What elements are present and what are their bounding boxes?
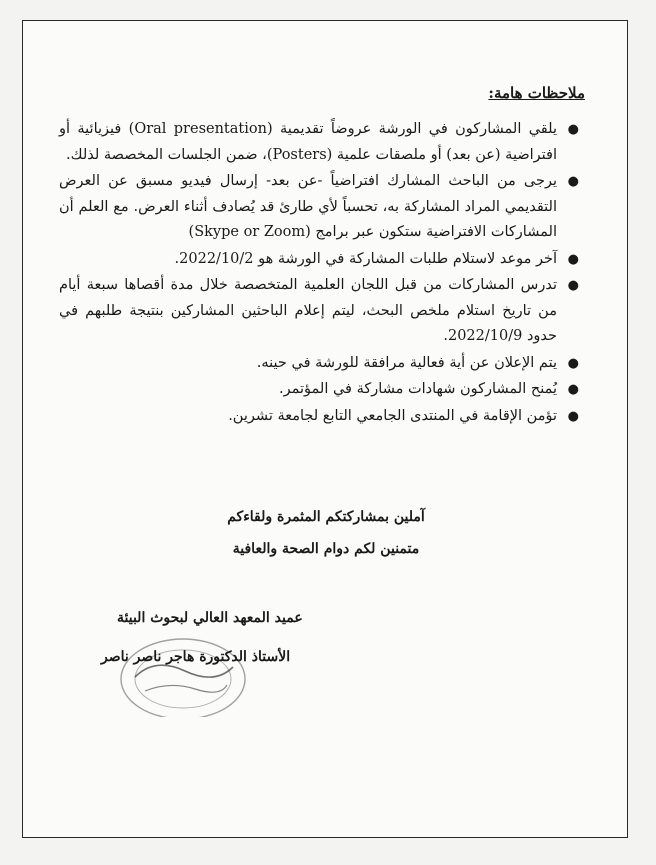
- note-text: يتم الإعلان عن أية فعالية مرافقة للورشة في حينه.: [256, 354, 557, 371]
- bullet-icon: ●: [567, 382, 579, 397]
- note-item: [59, 247, 579, 273]
- note-item: [59, 351, 579, 377]
- document-page: [22, 20, 628, 838]
- note-text: يرجى من الباحث المشارك افتراضياً -عن بعد- إرسال فيديو مسبق عن العرض التقديمي المراد المشاركة به، تحسباً لأي طارئ قد يُصادف أثناء العرض. مع العلم أن المشاركات الافتراضية ستكون عبر برامج (Skype or Zoom): [59, 173, 557, 240]
- note-item: [59, 404, 579, 430]
- bullet-icon: ●: [567, 174, 579, 189]
- closing-line: متمنين لكم دوام الصحة والعافية: [232, 541, 420, 557]
- bullet-icon: ●: [567, 122, 579, 137]
- bullet-icon: ●: [567, 355, 579, 371]
- note-item: [59, 169, 579, 246]
- signatory-title: عميد المعهد العالي لبحوث البيئة: [117, 610, 303, 626]
- note-text: تؤمن الإقامة في المنتدى الجامعي التابع لجامعة تشرين.: [228, 407, 557, 424]
- notes-heading: ملاحظات هامة:: [488, 84, 585, 102]
- note-item: [59, 117, 579, 168]
- bullet-icon: ●: [567, 408, 579, 424]
- note-text: يُمنح المشاركون شهادات مشاركة في المؤتمر.: [279, 381, 557, 397]
- closing-line: آملين بمشاركتكم المثمرة ولقاءكم: [227, 509, 425, 525]
- bullet-icon: ●: [567, 278, 579, 293]
- bullet-icon: ●: [567, 251, 579, 267]
- note-text: تدرس المشاركات من قبل اللجان العلمية المتخصصة خلال مدة أقصاها سبعة أيام من تاريخ استلام ملخص البحث، ليتم إعلام الباحثين المشاركين بنتيجة طلبهم في حدود 2022/10/9.: [59, 277, 557, 344]
- note-item: [59, 273, 579, 350]
- stamp-seal-icon: [115, 627, 251, 717]
- note-text: آخر موعد لاستلام طلبات المشاركة في الورشة هو 2022/10/2.: [174, 250, 557, 267]
- note-text: يلقي المشاركون في الورشة عروضاً تقديمية (Oral presentation) فيزيائية أو افتراضية (عن بعد) أو ملصقات علمية (Posters)، ضمن الجلسات المخصصة لذلك.: [59, 121, 557, 163]
- note-item: [59, 377, 579, 403]
- notes-list: [59, 117, 579, 430]
- signatory-name: الأستاذ الدكتورة هاجر ناصر ناصر: [101, 649, 291, 665]
